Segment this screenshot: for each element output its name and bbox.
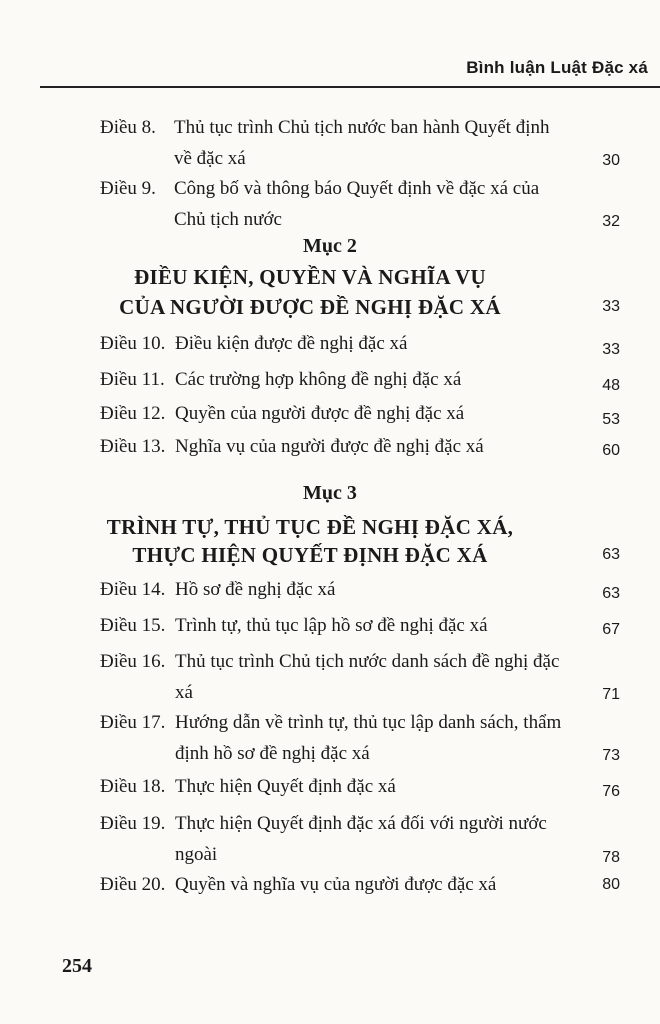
section-title-line: THỰC HIỆN QUYẾT ĐỊNH ĐẶC XÁ	[132, 543, 488, 567]
entry-text: Trình tự, thủ tục lập hồ sơ đề nghị đặc xá	[175, 615, 488, 636]
section-title-line: CỦA NGƯỜI ĐƯỢC ĐỀ NGHỊ ĐẶC XÁ	[119, 295, 501, 319]
entry-text: Hướng dẫn về trình tự, thủ tục lập danh sách, thẩm định hồ sơ đề nghị đặc xá	[175, 712, 562, 764]
entry-text: Thủ tục trình Chủ tịch nước ban hành Quyết định về đặc xá	[174, 117, 550, 169]
section-title-line: TRÌNH TỰ, THỦ TỤC ĐỀ NGHỊ ĐẶC XÁ,	[106, 515, 514, 539]
entry-page: 48	[602, 377, 620, 394]
entry-text: Thủ tục trình Chủ tịch nước danh sách đề nghị đặc xá	[175, 651, 560, 703]
entry-page: 32	[602, 213, 620, 230]
entry-label: Điều 12.	[100, 403, 166, 424]
section-page: 33	[602, 298, 620, 315]
toc-entry[interactable]	[100, 112, 620, 174]
entry-text: Điều kiện được đề nghị đặc xá	[175, 333, 408, 354]
entry-text: Hồ sơ đề nghị đặc xá	[175, 579, 336, 600]
entry-label: Điều 18.	[100, 776, 166, 797]
entry-page: 73	[602, 747, 620, 764]
toc-entry[interactable]	[100, 646, 620, 708]
toc-entry[interactable]	[100, 707, 620, 769]
entry-label: Điều 19.	[100, 813, 166, 834]
entry-page: 60	[602, 442, 620, 459]
entry-label: Điều 10.	[100, 333, 166, 354]
toc-entry[interactable]	[100, 398, 620, 429]
page-number: 254	[62, 955, 92, 977]
entry-page: 80	[602, 876, 620, 893]
entry-page: 67	[602, 621, 620, 638]
book-title: Bình luận Luật Đặc xá	[466, 58, 648, 77]
entry-page: 30	[602, 152, 620, 169]
entry-text: Thực hiện Quyết định đặc xá	[175, 776, 396, 797]
entry-label: Điều 8.	[100, 117, 156, 138]
header-divider	[40, 86, 660, 88]
toc-entry[interactable]	[100, 574, 620, 605]
entry-text: Công bố và thông báo Quyết định về đặc xá của Chủ tịch nước	[174, 178, 540, 230]
entry-text: Quyền của người được đề nghị đặc xá	[175, 403, 465, 424]
entry-page: 78	[602, 849, 620, 866]
toc-entry[interactable]	[100, 173, 620, 235]
entry-label: Điều 15.	[100, 615, 166, 636]
entry-label: Điều 9.	[100, 178, 156, 199]
entry-label: Điều 11.	[100, 369, 165, 390]
toc-entry[interactable]	[100, 328, 620, 359]
section-label: Mục 2	[303, 235, 357, 257]
entry-label: Điều 20.	[100, 874, 166, 895]
toc-entry[interactable]	[100, 431, 620, 462]
entry-page: 33	[602, 341, 620, 358]
toc-entry[interactable]	[100, 771, 620, 802]
entry-page: 71	[602, 686, 620, 703]
entry-page: 53	[602, 411, 620, 428]
entry-text: Thực hiện Quyết định đặc xá đối với người nước ngoài	[175, 813, 547, 865]
entry-text: Các trường hợp không đề nghị đặc xá	[175, 369, 462, 390]
entry-page: 63	[602, 585, 620, 602]
entry-text: Quyền và nghĩa vụ của người được đặc xá	[175, 874, 497, 895]
entry-text: Nghĩa vụ của người được đề nghị đặc xá	[175, 436, 484, 457]
toc-entry[interactable]	[100, 610, 620, 641]
section-page: 63	[602, 546, 620, 563]
toc-entry[interactable]	[100, 869, 620, 900]
entry-label: Điều 17.	[100, 712, 166, 733]
entry-label: Điều 13.	[100, 436, 166, 457]
toc-entry[interactable]	[100, 808, 620, 870]
entry-label: Điều 14.	[100, 579, 166, 600]
entry-page: 76	[602, 783, 620, 800]
section-label: Mục 3	[303, 482, 357, 504]
section-title-line: ĐIỀU KIỆN, QUYỀN VÀ NGHĨA VỤ	[134, 265, 486, 289]
entry-label: Điều 16.	[100, 651, 166, 672]
toc-entry[interactable]	[100, 364, 620, 395]
